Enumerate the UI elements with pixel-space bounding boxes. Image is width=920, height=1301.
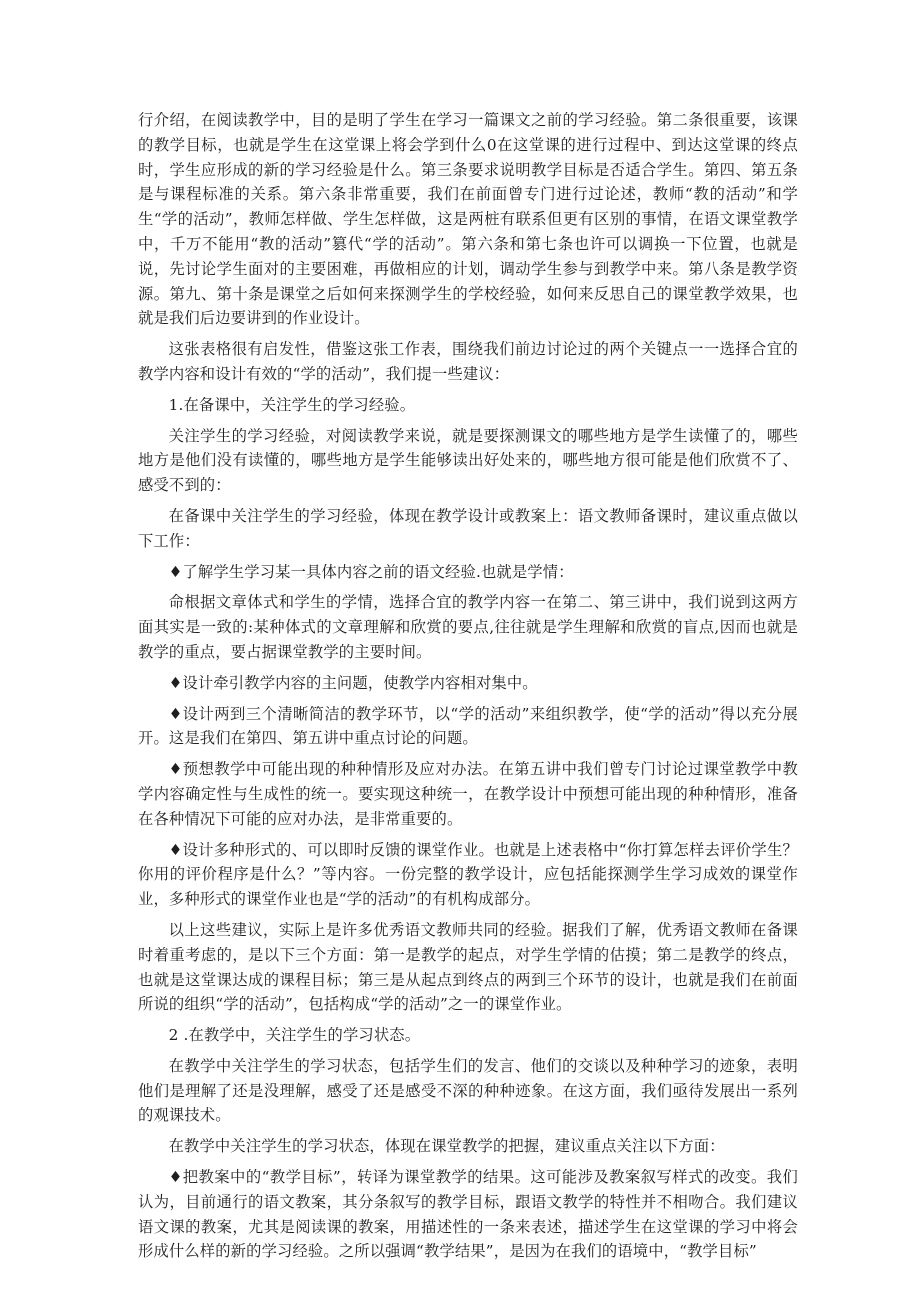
paragraph-review-of-table-items: 行介绍，在阅读教学中，目的是明了学生在学习一篇课文之前的学习经验。第二条很重要，该课的教学目标，也就是学生在这堂课上将会学到什么0在这堂课的进行过程中、到达这堂课的终点时，学生应形成的新的学习经验是什么。第三条要求说明教学目标是否适合学生。第四、第五条是与课程标准的关系。第六条非常重要，我们在前面曾专门进行过论述，教师“教的活动”和学生“学的活动”，教师怎样做、学生怎样做，这是两桩有联系但更有区别的事情，在语文课堂教学中，千万不能用“教的活动”篡代“学的活动”。第六条和第七条也许可以调换一下位置，也就是说，先讨论学生面对的主要困难，再做相应的计划，调动学生参与到教学中来。第八条是教学资源。第九、第十条是课堂之后如何来探测学生的学校经验，如何来反思自己的课堂教学效果，也就是我们后边要讲到的作业设计。 xyxy=(138,111,798,328)
paragraph-teacher-experience: 以上这些建议，实际上是许多优秀语文教师共同的经验。据我们了解，优秀语文教师在备课时着重考虑的，是以下三个方面：第一是教学的起点，对学生学情的估摸；第二是教学的终点，也就是这堂课达成的课程目标；第三是从起点到终点的两到三个环节的设计，也就是我们在前面所说的组织“学的活动”，包括构成“学的活动”之一的课堂作业。 xyxy=(138,920,798,1014)
paragraph-suggestions-intro: 这张表格很有启发性，借鉴这张工作表，围绕我们前边讨论过的两个关键点一一选择合宜的教学内容和设计有效的“学的活动”，我们提一些建议： xyxy=(138,340,798,383)
bullet-item-teaching-steps: ♦设计两到三个清晰简洁的教学环节，以“学的活动”来组织教学，使“学的活动”得以充分展开。这是我们在第四、第五讲中重点讨论的问题。 xyxy=(138,704,798,748)
bullet-item-main-question: ♦设计牵引教学内容的主问题，使教学内容相对集中。 xyxy=(168,673,538,692)
section-heading-1: 1.在备课中，关注学生的学习经验。 xyxy=(168,395,416,414)
paragraph-classroom-focus: 在教学中关注学生的学习状态，体现在课堂教学的把握，建议重点关注以下方面： xyxy=(168,1137,725,1156)
bullet-item-classroom-assignments: ♦设计多种形式的、可以即时反馈的课堂作业。也就是上述表格中“你打算怎样去评价学生？你用的评价程序是什么？”等内容。一份完整的教学设计，应包括能探测学生学习成效的课堂作业，多种形式的课堂作业也是“学的活动”的有机构成部分。 xyxy=(138,840,798,909)
bullet-item-select-content: 命根据文章体式和学生的学情，选择合宜的教学内容一在第二、第三讲中，我们说到这两方面其实是一致的:某种体式的文章理解和欣赏的要点,往往就是学生理解和欣赏的盲点,因而也就是教学的重点，要占据课堂教学的主要时间。 xyxy=(138,593,798,661)
section-heading-2: 2 .在教学中，关注学生的学习状态。 xyxy=(168,1026,421,1045)
paragraph-lesson-prep: 在备课中关注学生的学习经验，体现在教学设计或教案上：语文教师备课时，建议重点做以下工作： xyxy=(138,506,798,550)
bullet-item-student-situation: ♦了解学生学习某一具体内容之前的语文经验.也就是学情： xyxy=(168,562,574,581)
document-page xyxy=(138,108,798,1264)
bullet-item-anticipate-situations: ♦预想教学中可能出现的种种情形及应对办法。在第五讲中我们曾专门讨论过课堂教学中教学内容确定性与生成性的统一。要实现这种统一，在教学设计中预想可能出现的种种情形，准备在各种情况下可能的应对办法，是非常重要的。 xyxy=(138,760,798,828)
bullet-item-teaching-goals: ♦把教案中的“教学目标”，转译为课堂教学的结果。这可能涉及教案叙写样式的改变。我们认为，目前通行的语文教案，其分条叙写的教学目标，跟语文教学的特性并不相吻合。我们建议语文课的教案，尤其是阅读课的教案，用描述性的一条来表述，描述学生在这堂课的学习中将会形成什么样的新的学习经验。之所以强调“教学结果”，是因为在我们的语境中，“教学目标” xyxy=(138,1168,798,1261)
paragraph-learning-experience: 关注学生的学习经验，对阅读教学来说，就是要探测课文的哪些地方是学生读懂了的，哪些地方是他们没有读懂的，哪些地方是学生能够读出好处来的，哪些地方很可能是他们欣赏不了、感受不到的： xyxy=(138,426,798,495)
paragraph-learning-state: 在教学中关注学生的学习状态，包括学生们的发言、他们的交谈以及种种学习的迹象，表明他们是理解了还是没理解，感受了还是感受不深的种种迹象。在这方面，我们亟待发展出一系列的观课技术。 xyxy=(138,1056,798,1125)
